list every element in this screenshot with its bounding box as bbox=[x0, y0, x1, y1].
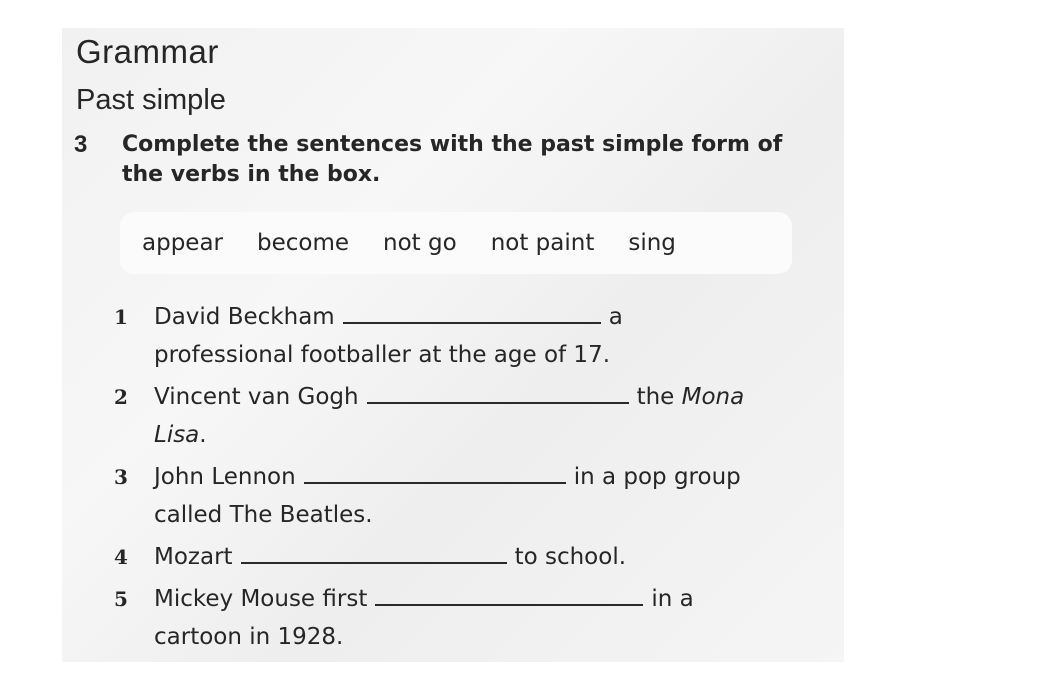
workbook-page bbox=[62, 28, 844, 662]
item-text-after: in a bbox=[651, 586, 694, 612]
exercise-item-2 bbox=[114, 378, 834, 454]
exercise-item-5 bbox=[114, 580, 834, 656]
item-text-after: to school. bbox=[514, 544, 627, 570]
item-number: 5 bbox=[114, 587, 128, 611]
answer-blank[interactable] bbox=[304, 481, 566, 484]
item-text-after: the bbox=[636, 384, 675, 410]
item-text-before: Mickey Mouse first bbox=[154, 586, 368, 612]
answer-blank[interactable] bbox=[375, 603, 643, 606]
item-text-italic: Lisa bbox=[154, 422, 200, 448]
item-text-continuation: professional footballer at the age of 17. bbox=[154, 342, 611, 368]
item-number: 1 bbox=[114, 305, 128, 329]
item-text-italic: Mona bbox=[681, 384, 745, 410]
item-number: 2 bbox=[114, 385, 128, 409]
item-text-before: David Beckham bbox=[154, 304, 335, 330]
exercise-item-3 bbox=[114, 458, 834, 534]
section-subtitle: Past simple bbox=[76, 84, 226, 116]
word-box-item: sing bbox=[628, 230, 676, 256]
item-text-after: a bbox=[608, 304, 623, 330]
item-text-continuation: . bbox=[199, 422, 207, 448]
answer-blank[interactable] bbox=[343, 321, 601, 324]
item-text-before: Mozart bbox=[154, 544, 233, 570]
item-text-continuation: cartoon in 1928. bbox=[154, 624, 344, 650]
item-number: 3 bbox=[114, 465, 128, 489]
word-box-item: not paint bbox=[490, 230, 595, 256]
word-box-item: become bbox=[257, 230, 350, 256]
exercise-items bbox=[114, 298, 834, 660]
item-number: 4 bbox=[114, 545, 128, 569]
section-title: Grammar bbox=[76, 33, 219, 70]
item-text-before: John Lennon bbox=[154, 464, 296, 490]
item-text-after: in a pop group bbox=[573, 464, 741, 490]
word-box-item: not go bbox=[383, 230, 457, 256]
word-box-item: appear bbox=[142, 230, 223, 256]
item-text-continuation: called The Beatles. bbox=[154, 502, 373, 528]
answer-blank[interactable] bbox=[241, 561, 507, 564]
answer-blank[interactable] bbox=[367, 401, 629, 404]
exercise-item-1 bbox=[114, 298, 834, 374]
exercise-instruction: Complete the sentences with the past simple form of the verbs in the box. bbox=[122, 132, 783, 187]
word-box bbox=[120, 212, 792, 274]
exercise-item-4 bbox=[114, 538, 834, 576]
item-text-before: Vincent van Gogh bbox=[154, 384, 359, 410]
exercise-number: 3 bbox=[74, 131, 88, 158]
